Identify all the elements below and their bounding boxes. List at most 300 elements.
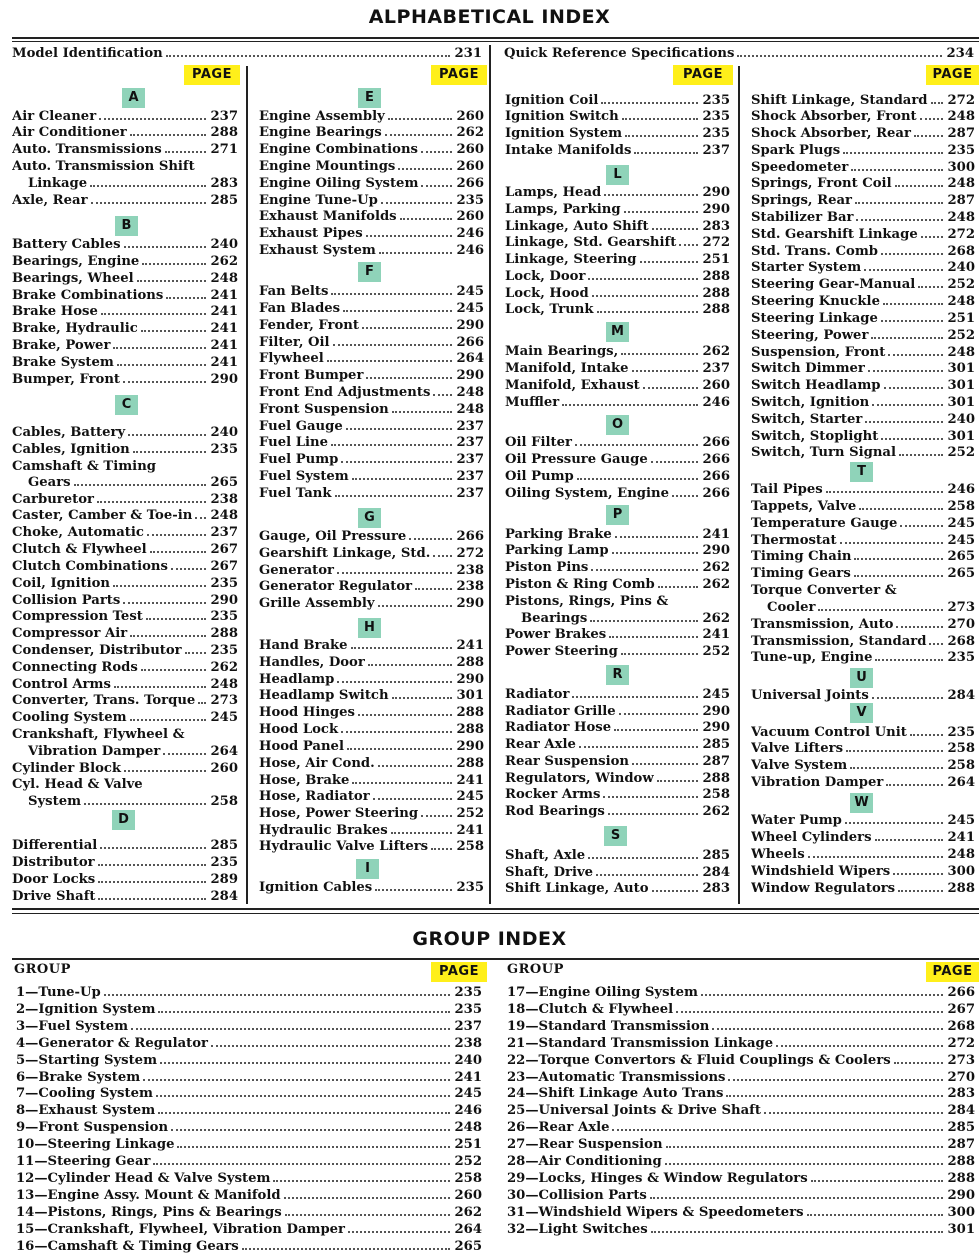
entry-label: Radiator	[505, 687, 570, 702]
index-entry	[751, 293, 975, 310]
entry-label: Distributor	[12, 855, 95, 870]
entry-label: Switch Headlamp	[751, 378, 881, 393]
entry-page: 241	[456, 638, 484, 653]
group-entry	[16, 1102, 482, 1119]
entry-page: 258	[210, 794, 238, 809]
index-entry	[12, 441, 238, 458]
entry-label: Condenser, Distributor	[12, 643, 182, 658]
index-entry	[505, 301, 730, 318]
index-entry	[12, 287, 238, 304]
dot-leader	[726, 1095, 943, 1097]
entry-label: Fuel Line	[259, 435, 328, 450]
dot-leader	[918, 286, 943, 288]
entry-page: 241	[210, 288, 238, 303]
index-entry	[259, 671, 484, 688]
page-column-header: PAGE	[926, 65, 979, 85]
entry-page: 272	[947, 1035, 975, 1051]
dot-leader	[341, 461, 452, 463]
dot-leader	[651, 461, 699, 463]
entry-page: 241	[947, 830, 975, 845]
entry-label: Valve System	[751, 758, 848, 773]
entry-page: 284	[702, 865, 730, 880]
entry-label: Caster, Camber & Toe-in	[12, 508, 193, 523]
entry-page: 235	[702, 93, 730, 108]
entry-page: 290	[702, 704, 730, 719]
dot-leader	[651, 1231, 944, 1233]
entry-page: 245	[454, 1086, 482, 1102]
dot-leader	[378, 605, 453, 607]
entry-label: Fuel Tank	[259, 486, 332, 501]
index-entry	[259, 772, 484, 789]
index-entry	[751, 327, 975, 344]
dot-leader	[171, 568, 207, 570]
group-entry	[16, 1018, 482, 1035]
dot-leader	[142, 263, 206, 265]
dot-leader	[337, 572, 453, 574]
group-entry	[507, 1001, 975, 1018]
dot-leader	[657, 780, 699, 782]
entry-page: 240	[947, 412, 975, 427]
index-entry	[259, 879, 484, 896]
entry-page: 288	[702, 286, 730, 301]
group-entry	[16, 1187, 482, 1204]
entry-label: Temperature Gauge	[751, 516, 898, 531]
entry-page: 290	[702, 543, 730, 558]
entry-label: Switch, Stoplight	[751, 429, 879, 444]
entry-label: Engine Assembly	[259, 109, 385, 124]
entry-page: 273	[947, 1052, 975, 1068]
entry-label: 22—Torque Convertors & Fluid Couplings & Coolers	[507, 1052, 891, 1068]
dot-leader	[147, 534, 207, 536]
entry-label: 15—Crankshaft, Flywheel, Vibration Damper	[16, 1221, 345, 1237]
entry-page: 290	[702, 720, 730, 735]
dot-leader	[347, 748, 453, 750]
entry-label: Vacuum Control Unit	[751, 725, 907, 740]
index-entry	[751, 159, 975, 176]
entry-label: 12—Cylinder Head & Valve System	[16, 1170, 271, 1186]
index-entry	[259, 175, 484, 192]
dot-leader	[385, 134, 453, 136]
index-entry	[12, 354, 238, 371]
entry-page: 237	[456, 469, 484, 484]
entry-label: 7—Cooling System	[16, 1086, 153, 1102]
entry-label: 11—Steering Gear	[16, 1154, 151, 1169]
index-entry	[751, 532, 975, 549]
dot-leader	[398, 168, 452, 170]
entry-label: Tappets, Valve	[751, 499, 857, 514]
group-title-rule	[12, 958, 979, 960]
entry-label: Exhaust Manifolds	[259, 209, 397, 224]
entry-label: Piston & Ring Comb	[505, 577, 655, 592]
dot-leader	[604, 194, 698, 196]
dot-leader	[90, 185, 206, 187]
dot-leader	[285, 1214, 451, 1216]
dot-leader	[776, 1045, 943, 1047]
entry-page: 260	[210, 761, 238, 776]
dot-leader	[415, 588, 452, 590]
dot-leader	[898, 890, 943, 892]
section-letter-b: B	[115, 216, 138, 236]
dot-leader	[652, 228, 699, 230]
dot-leader	[591, 569, 698, 571]
dot-leader	[185, 652, 207, 654]
dot-leader	[421, 185, 452, 187]
entry-page: 288	[947, 1154, 975, 1169]
dot-leader	[851, 169, 943, 171]
entry-page: 265	[947, 549, 975, 564]
index-entry	[12, 108, 238, 125]
entry-label: Control Arms	[12, 677, 111, 692]
entry-page: 237	[210, 109, 238, 124]
entry-page: 260	[456, 109, 484, 124]
index-entry	[751, 142, 975, 159]
index-entry	[751, 411, 975, 428]
entry-page: 240	[210, 237, 238, 252]
group-entry	[16, 984, 482, 1001]
dot-leader	[875, 839, 944, 841]
entry-page: 273	[947, 600, 975, 615]
entry-label: 28—Air Conditioning	[507, 1154, 662, 1169]
index-entry	[505, 736, 730, 753]
index-entry	[505, 485, 730, 502]
index-entry	[751, 276, 975, 293]
entry-page: 235	[456, 193, 484, 208]
section-rule-thin	[12, 913, 979, 914]
entry-page: 288	[947, 881, 975, 896]
entry-page: 238	[456, 563, 484, 578]
entry-label: Headlamp Switch	[259, 688, 389, 703]
dot-leader	[171, 1129, 450, 1131]
entry-label: Switch, Ignition	[751, 395, 870, 410]
dot-leader	[137, 280, 207, 282]
index-entry	[505, 201, 730, 218]
entry-label: Shaft, Drive	[505, 865, 594, 880]
dot-leader	[597, 311, 699, 313]
entry-page: 260	[456, 142, 484, 157]
dot-leader	[622, 118, 699, 120]
title-rule-thin	[12, 41, 979, 42]
dot-leader	[577, 478, 699, 480]
dot-leader	[624, 211, 699, 213]
dot-leader	[875, 659, 943, 661]
entry-label: Auto. Transmission Shift	[12, 159, 195, 174]
group-entry	[507, 1052, 975, 1069]
section-letter-g: G	[358, 508, 381, 528]
entry-page: 240	[947, 260, 975, 275]
entry-label: Hydraulic Brakes	[259, 823, 388, 838]
entry-label: 30—Collision Parts	[507, 1187, 647, 1203]
dot-leader	[337, 681, 452, 683]
entry-page: 248	[947, 294, 975, 309]
entry-page: 268	[947, 634, 975, 649]
group-entry	[16, 1238, 482, 1255]
entry-label: Camshaft & Timing	[12, 459, 157, 474]
entry-page: 262	[702, 611, 730, 626]
dot-leader	[379, 252, 453, 254]
index-entry	[12, 692, 238, 709]
entry-label: Engine Combinations	[259, 142, 418, 157]
entry-page: 266	[702, 452, 730, 467]
dot-leader	[614, 729, 698, 731]
entry-page: 290	[456, 672, 484, 687]
index-entry	[505, 234, 730, 251]
entry-label: Oil Pressure Gauge	[505, 452, 648, 467]
index-entry	[505, 142, 730, 159]
index-entry	[12, 888, 238, 905]
entry-label: 26—Rear Axle	[507, 1120, 610, 1136]
dot-leader	[846, 750, 943, 752]
index-entry	[505, 268, 730, 285]
index-entry	[505, 125, 730, 142]
index-entry	[259, 738, 484, 755]
dot-leader	[634, 152, 698, 154]
index-entry	[505, 593, 730, 610]
section-letter-w: W	[850, 793, 873, 813]
entry-page: 267	[947, 1001, 975, 1017]
dot-leader	[98, 898, 206, 900]
index-entry	[12, 270, 238, 287]
dot-leader	[886, 784, 943, 786]
entry-page: 288	[702, 269, 730, 284]
entry-label: Hand Brake	[259, 638, 348, 653]
entry-label: 13—Engine Assy. Mount & Manifold	[16, 1187, 281, 1203]
dot-leader	[335, 495, 453, 497]
dot-leader	[592, 295, 699, 297]
index-entry	[505, 394, 730, 411]
entry-page: 300	[947, 1204, 975, 1220]
entry-page: 264	[210, 744, 238, 759]
entry-page: 262	[456, 125, 484, 140]
entry-page: 285	[702, 848, 730, 863]
entry-label: Hood Lock	[259, 722, 339, 737]
entry-label: Speedometer	[751, 160, 849, 175]
dot-leader	[409, 538, 452, 540]
dot-leader	[679, 244, 698, 246]
entry-label: Door Locks	[12, 872, 96, 887]
index-entry	[12, 642, 238, 659]
entry-label: Torque Converter &	[751, 583, 897, 598]
entry-label: Fuel Pump	[259, 452, 339, 467]
entry-page: 248	[210, 677, 238, 692]
entry-page: 267	[210, 542, 238, 557]
dot-leader	[331, 444, 452, 446]
group-entry	[16, 1170, 482, 1187]
dot-leader	[97, 501, 206, 503]
entry-page: 273	[210, 693, 238, 708]
entry-page: 241	[210, 338, 238, 353]
index-entry	[505, 559, 730, 576]
entry-page: 284	[947, 1103, 975, 1119]
index-entry	[505, 847, 730, 864]
entry-label: Rear Axle	[505, 737, 576, 752]
entry-page: 288	[210, 626, 238, 641]
dot-leader	[130, 719, 207, 721]
entry-label: Shaft, Axle	[505, 848, 586, 863]
index-entry	[12, 303, 238, 320]
index-entry	[259, 578, 484, 595]
entry-page: 285	[210, 838, 238, 853]
entry-label: Connecting Rods	[12, 660, 138, 675]
index-entry	[12, 871, 238, 888]
entry-label: Fuel Gauge	[259, 419, 343, 434]
index-entry	[12, 760, 238, 777]
entry-label: Shift Linkage, Standard	[751, 93, 928, 108]
entry-page: 252	[454, 1154, 482, 1169]
entry-label: Linkage	[28, 176, 88, 191]
section-letter-l: L	[606, 165, 629, 185]
entry-page: 248	[456, 402, 484, 417]
entry-label: 10—Steering Linkage	[16, 1137, 175, 1153]
dot-leader	[621, 353, 698, 355]
dot-leader	[826, 491, 944, 493]
entry-page: 288	[456, 705, 484, 720]
entry-label: Hood Panel	[259, 739, 344, 754]
entry-page: 290	[456, 739, 484, 754]
entry-page: 235	[702, 109, 730, 124]
entry-label: Rear Suspension	[505, 754, 629, 769]
entry-page: 266	[702, 486, 730, 501]
index-entry	[12, 158, 238, 175]
entry-label: Transmission, Standard	[751, 634, 927, 649]
entry-page: 270	[947, 1069, 975, 1085]
entry-page: 288	[456, 655, 484, 670]
dot-leader	[195, 517, 206, 519]
index-entry	[751, 394, 975, 411]
index-entry	[259, 208, 484, 225]
index-entry	[12, 507, 238, 524]
entry-page: 240	[210, 425, 238, 440]
entry-page: 235	[454, 1001, 482, 1017]
entry-page: 235	[210, 609, 238, 624]
index-entry	[505, 526, 730, 543]
entry-label: Rod Bearings	[505, 804, 605, 819]
entry-label: 27—Rear Suspension	[507, 1137, 663, 1153]
entry-page: 284	[947, 688, 975, 703]
entry-page: 238	[210, 492, 238, 507]
group-entry	[507, 1119, 975, 1136]
index-entry	[751, 515, 975, 532]
dot-leader	[343, 310, 452, 312]
entry-label: System	[28, 794, 82, 809]
entry-label: Regulators, Window	[505, 771, 654, 786]
entry-page: 301	[456, 688, 484, 703]
dot-leader	[378, 765, 453, 767]
index-entry	[505, 451, 730, 468]
index-entry	[259, 704, 484, 721]
dot-leader	[612, 1129, 943, 1131]
entry-page: 258	[947, 758, 975, 773]
index-entry	[12, 253, 238, 270]
dot-leader	[855, 202, 944, 204]
entry-page: 265	[210, 475, 238, 490]
entry-page: 241	[210, 355, 238, 370]
index-entry	[12, 320, 238, 337]
index-entry	[259, 334, 484, 351]
index-entry	[12, 491, 238, 508]
entry-label: Brake, Hydraulic	[12, 321, 138, 336]
index-entry	[259, 192, 484, 209]
index-entry	[259, 434, 484, 451]
entry-label: Std. Gearshift Linkage	[751, 227, 918, 242]
entry-page: 245	[702, 687, 730, 702]
entry-page: 288	[947, 1170, 975, 1186]
dot-leader	[431, 848, 452, 850]
index-entry-continuation	[12, 793, 238, 810]
group-column-header: GROUP	[507, 962, 564, 977]
index-entry	[505, 218, 730, 235]
entry-label: Lamps, Head	[505, 185, 602, 200]
dot-leader	[358, 714, 453, 716]
entry-label: Shock Absorber, Rear	[751, 126, 911, 141]
entry-page: 258	[454, 1170, 482, 1186]
entry-label: 17—Engine Oiling System	[507, 985, 698, 1000]
entry-page: 267	[210, 559, 238, 574]
entry-label: Lamps, Parking	[505, 202, 621, 217]
dot-leader	[652, 890, 699, 892]
dot-leader	[166, 297, 206, 299]
entry-page: 235	[454, 985, 482, 1000]
entry-label: Tail Pipes	[751, 482, 823, 497]
section-letter-c: C	[115, 395, 138, 415]
entry-label: Suspension, Front	[751, 345, 886, 360]
dot-leader	[341, 731, 452, 733]
entry-label: 23—Automatic Transmissions	[507, 1069, 726, 1085]
index-entry	[259, 418, 484, 435]
entry-label: 1—Tune-Up	[16, 985, 101, 1000]
dot-leader	[893, 873, 943, 875]
index-entry	[259, 595, 484, 612]
dot-leader	[854, 575, 944, 577]
dot-leader	[153, 1163, 450, 1165]
entry-label: Hose, Radiator	[259, 789, 370, 804]
entry-label: Wheels	[751, 847, 805, 862]
entry-label: Ignition Cables	[259, 880, 373, 895]
entry-page: 237	[702, 143, 730, 158]
entry-label: Steering Linkage	[751, 311, 878, 326]
entry-page: 235	[947, 725, 975, 740]
index-entry	[751, 444, 975, 461]
index-entry	[12, 854, 238, 871]
index-entry	[12, 124, 238, 141]
entry-page: 235	[210, 576, 238, 591]
entry-page: 241	[454, 1069, 482, 1085]
entry-page: 260	[456, 209, 484, 224]
index-entry	[12, 371, 238, 388]
entry-page: 262	[702, 804, 730, 819]
entry-page: 237	[456, 435, 484, 450]
dot-leader	[632, 763, 698, 765]
index-entry	[259, 124, 484, 141]
entry-page: 284	[210, 889, 238, 904]
entry-label: Hose, Brake	[259, 773, 350, 788]
section-letter-d: D	[112, 810, 135, 830]
entry-page: 290	[456, 596, 484, 611]
index-entry	[751, 92, 975, 109]
index-entry	[751, 774, 975, 791]
dot-leader	[392, 411, 453, 413]
entry-page: 246	[456, 243, 484, 258]
dot-leader	[104, 994, 451, 996]
entry-label: Filter, Oil	[259, 335, 330, 350]
dot-leader	[619, 713, 699, 715]
dot-leader	[868, 370, 944, 372]
entry-page: 301	[947, 378, 975, 393]
entry-page: 266	[456, 529, 484, 544]
entry-label: Collision Parts	[12, 593, 121, 608]
dot-leader	[333, 344, 453, 346]
dot-leader	[362, 327, 453, 329]
entry-label: Handles, Door	[259, 655, 365, 670]
